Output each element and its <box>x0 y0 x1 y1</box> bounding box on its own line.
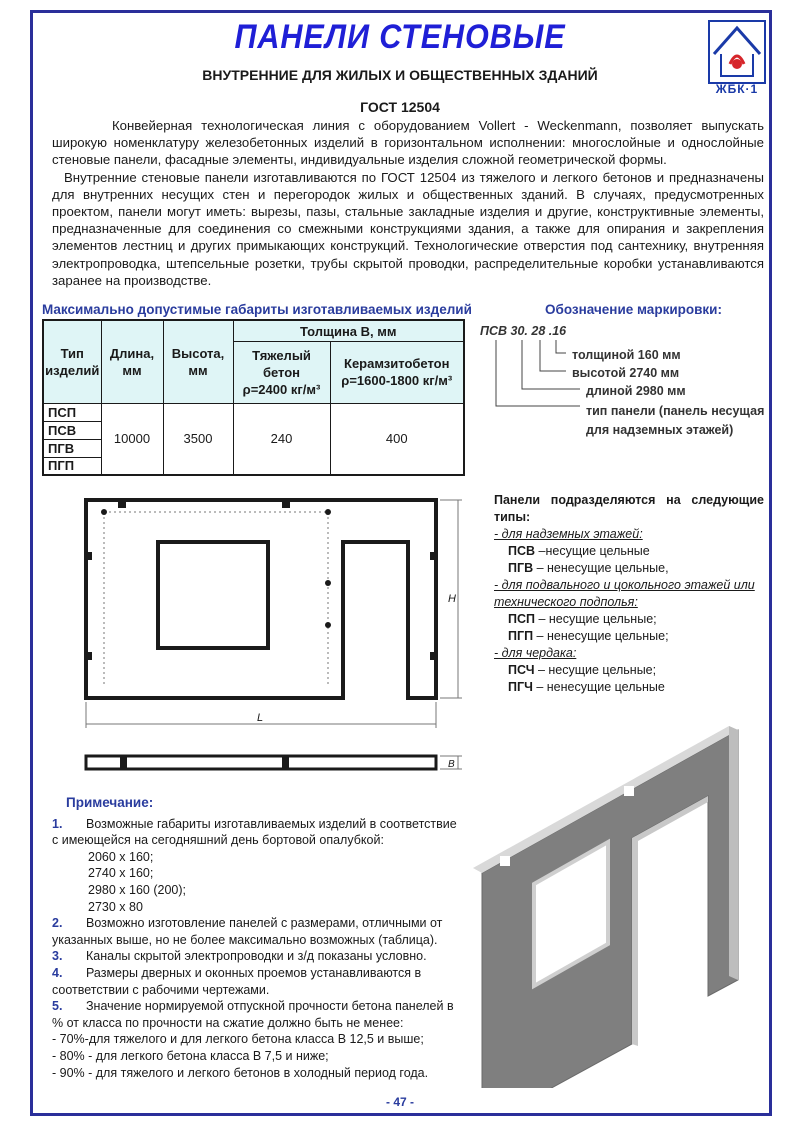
length-value: 10000 <box>101 403 163 475</box>
col-light-density: ρ=1600-1800 кг/м³ <box>341 373 453 389</box>
type-code: ПСП <box>508 612 535 626</box>
panel-drawing <box>70 488 470 778</box>
note-text: Каналы скрытой электропроводки и з/д показаны условно. <box>86 949 427 964</box>
types-heading: Панели подразделяются на следующие типы: <box>494 493 764 524</box>
type-desc: – ненесущие цельные, <box>533 561 669 575</box>
note-number: 3. <box>52 949 63 964</box>
col-heavy-density: ρ=2400 кг/м³ <box>242 381 321 397</box>
panel-3d-illustration <box>470 718 770 1088</box>
logo-label: ЖБК·1 <box>715 82 759 96</box>
types-category-basement: - для подвального и цокольного этажей или технического подполья: <box>494 578 755 609</box>
marking-heading: Обозначение маркировки: <box>545 302 722 317</box>
note-bullet: - 70%-для тяжелого и для легкого бетона класса В 12,5 и выше; <box>52 1032 424 1047</box>
marking-height: высотой 2740 мм <box>572 366 680 380</box>
col-light-label: Керамзитобетон <box>344 356 450 372</box>
type-desc: –несущие цельные <box>535 544 650 558</box>
page-title: ПАНЕЛИ СТЕНОВЫЕ <box>234 18 566 56</box>
note-bullet: - 90% - для тяжелого и легкого бетонов в холодный период года. <box>52 1065 429 1080</box>
types-category-above-ground: - для надземных этажей: <box>494 527 643 541</box>
note-number: 2. <box>52 916 63 931</box>
marking-length: длиной 2980 мм <box>586 384 686 398</box>
type-desc: – несущие цельные; <box>535 612 657 626</box>
marking-code: ПСВ 30. 28 .16 <box>480 324 567 338</box>
panel-outline <box>86 500 436 698</box>
notes-section <box>52 795 466 1081</box>
type-cell: ПСВ <box>43 421 101 439</box>
note-text: Размеры дверных и оконных проемов устанавливаются в соответствии с рабочими чертежами. <box>52 965 422 997</box>
panel-types <box>494 492 764 696</box>
type-item <box>494 679 764 696</box>
col-length: Длина, мм <box>101 320 163 403</box>
types-category-attic: - для чердака: <box>494 646 577 660</box>
type-cell: ПГП <box>43 457 101 475</box>
type-item <box>494 611 764 628</box>
panel-section <box>86 756 436 769</box>
dimensions-table <box>42 319 465 476</box>
dim-height: H <box>448 593 456 605</box>
intro-text <box>52 117 764 289</box>
note-item <box>52 965 466 998</box>
height-value: 3500 <box>163 403 233 475</box>
type-item <box>494 628 764 645</box>
size-item: 2060 х 160; <box>88 849 154 864</box>
note-text: Возможно изготовление панелей с размерами, отличными от указанных выше, но не более максимально возможных (таблица). <box>52 916 443 947</box>
note-bullet: - 80% - для легкого бетона класса В 7,5 и ниже; <box>52 1048 329 1063</box>
heavy-value: 240 <box>233 403 330 475</box>
note-item <box>52 998 466 1031</box>
window-opening <box>158 542 268 648</box>
note-item <box>52 948 466 965</box>
marking-diagram <box>480 322 780 442</box>
note-text: Возможные габариты изготавливаемых изделий в соответствие с имеющейся на сегодняшний день бортовой опалубкой: <box>52 816 457 848</box>
type-desc: – ненесущие цельные; <box>533 629 669 643</box>
note-number: 5. <box>52 999 63 1014</box>
col-light <box>330 342 464 403</box>
door-reveal <box>632 796 708 1046</box>
type-code: ПГЧ <box>508 680 533 694</box>
gost-label: ГОСТ 12504 <box>360 99 440 115</box>
notes-heading: Примечание: <box>66 795 154 810</box>
note-number: 4. <box>52 965 63 980</box>
type-code: ПСВ <box>508 544 536 558</box>
type-desc: – несущие цельные; <box>534 663 657 677</box>
note-item <box>52 915 466 948</box>
col-thickness: Толщина В, мм <box>233 320 464 342</box>
type-code: ПГП <box>508 629 534 643</box>
type-cell: ПГВ <box>43 439 101 457</box>
light-value: 400 <box>330 403 464 475</box>
size-item: 2980 х 160 (200); <box>88 882 186 897</box>
note-item <box>52 816 466 849</box>
note-text: Значение нормируемой отпускной прочности бетона панелей в % от класса по прочности на сжатие должно быть не менее: <box>52 999 454 1030</box>
type-item <box>494 662 764 679</box>
dim-thickness: B <box>448 759 455 770</box>
col-heavy-label: Тяжелый бетон <box>252 347 311 380</box>
col-heavy <box>233 342 330 403</box>
col-height: Высота, мм <box>163 320 233 403</box>
intro-paragraph-2: Внутренние стеновые панели изготавливаются по ГОСТ 12504 из тяжелого и легкого бетонов и предназначены для внутренних несущих стен и перегородок жилых и общественных зданий. В случаях, предусмотренных проектом, панели могут иметь: вырезы, пазы, стальные закладные изделия и другие, конструктивные элементы, предназначенные для соединения со смежными конструкциями здания, а также для опирания и закрепления элементов лестниц и других примыкающих конструкций. Технологические отверстия под сантехнику, внутренняя электропроводка, штепсельные розетки, трубы скрытой проводки, распределительные коробки устанавливаются заранее на производстве. <box>52 169 764 288</box>
table-heading: Максимально допустимые габариты изготавливаемых изделий <box>42 302 472 317</box>
marking-type-1: тип панели (панель несущая <box>586 404 765 418</box>
panel-side-edge <box>729 726 738 980</box>
size-item: 2730 х 80 <box>88 899 143 914</box>
type-desc: – ненесущие цельные <box>532 680 665 694</box>
marking-type-2: для надземных этажей) <box>586 423 734 437</box>
col-type: Тип изделий <box>43 320 101 403</box>
type-item <box>494 560 764 577</box>
page-subtitle: ВНУТРЕННИЕ ДЛЯ ЖИЛЫХ И ОБЩЕСТВЕННЫХ ЗДАНИЙ <box>202 67 598 83</box>
size-item: 2740 х 160; <box>88 866 154 881</box>
marking-thickness: толщиной 160 мм <box>572 348 681 362</box>
dim-length: L <box>257 712 264 724</box>
note-number: 1. <box>52 816 63 831</box>
type-code: ПГВ <box>508 561 534 575</box>
intro-paragraph-1: Конвейерная технологическая линия с оборудованием Vollert - Weckenmann, позволяет выпускать широкую номенклатуру железобетонных изделий в горизонтальном исполнении: многослойные и однослойные стеновые панели, фасадные элементы, индивидуальные изделия сложной геометрической формы. <box>52 118 764 168</box>
type-code: ПСЧ <box>508 663 535 677</box>
type-cell: ПСП <box>43 403 101 421</box>
page-number: - 47 - <box>385 1095 414 1109</box>
type-item <box>494 543 764 560</box>
